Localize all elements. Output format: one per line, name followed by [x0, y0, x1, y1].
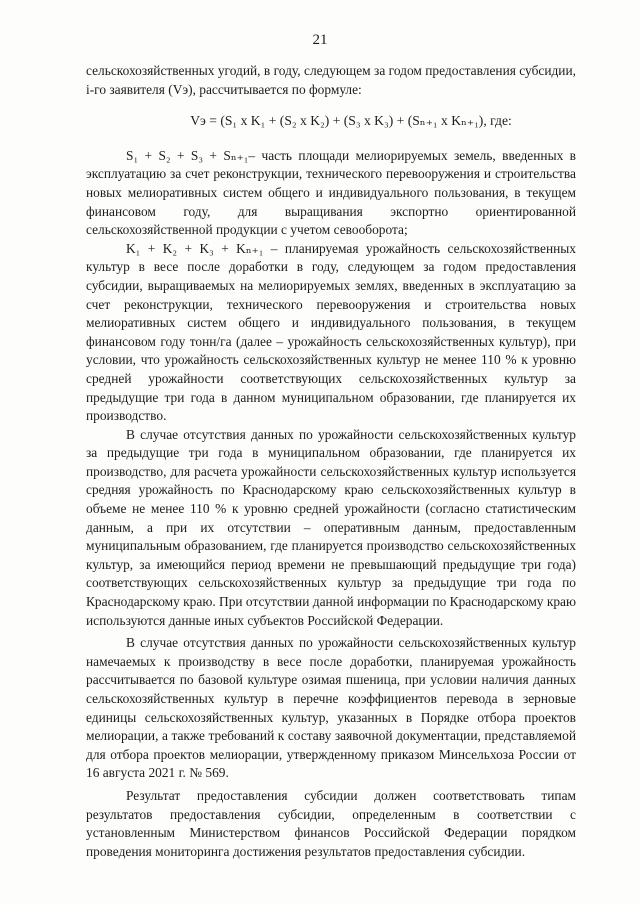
page-number: 21: [312, 32, 328, 48]
paragraph-intro: сельскохозяйственных угодий, в году, следующем за годом предоставления субсидии, i-го заявителя (Vэ), рассчитывается по формуле:: [86, 63, 576, 97]
paragraph-s-definition: S₁ + S₂ + S₃ + Sₙ₊₁– часть площади мелиорируемых земель, введенных в эксплуатацию за счет реконструкции, технического перевооружения и строительства новых мелиоративных систем общего и индивидуального пользования, в текущем финансовом году, для выращивания экспортно ориентированной сельскохозяйственной продукции с учетом севооборота;: [86, 147, 576, 238]
formula: Vэ = (S₁ х K₁ + (S₂ х K₂) + (S₃ х K₃) + (Sₙ₊₁ х Kₙ₊₁), где:: [190, 113, 512, 129]
paragraph-base-crop: В случае отсутствия данных по урожайности сельскохозяйственных культур намечаемых к производству в весе после доработки, планируемая урожайность рассчитывается по базовой культуре озимая пшеница, при условии наличия данных сельскохозяйственных культур в перечне коэффициентов перевода в зерновые единицы сельскохозяйственных культур, указанных в Порядке отбора проектов мелиорации, а также требований к составу заявочной документации, представляемой для отбора проектов мелиорации, утвержденному приказом Минсельхоза России от 16 августа 2021 г. № 569.: [86, 635, 576, 781]
document-body: [86, 62, 576, 861]
paragraph-no-yield-data: В случае отсутствия данных по урожайности сельскохозяйственных культур за предыдущие три года в муниципальном образовании, где планируется их производство, для расчета урожайности сельскохозяйственных культур используется средняя урожайность по Краснодарскому краю сельскохозяйственных культур в объеме не менее 110 % к уровню средней урожайности (согласно статистическим данным, а при их отсутствии – оперативным данным, предоставленным муниципальным образованием, где планируется производство сельскохозяйственных культур, за имеющийся период времени не превышающий предыдущие три года) соответствующих сельскохозяйственных культур за предыдущие три года по Краснодарскому краю. При отсутствии данной информации по Краснодарскому краю используются данные иных субъектов Российской Федерации.: [86, 426, 576, 628]
paragraph-k-definition: K₁ + K₂ + K₃ + Kₙ₊₁ – планируемая урожайность сельскохозяйственных культур в весе после доработки в году, следующем за годом предоставления субсидии, выращиваемых на мелиорируемых землях, введенных в эксплуатацию за счет реконструкции, технического перевооружения и строительства новых мелиоративных систем общего и индивидуального пользования, в текущем финансовом году тонн/га (далее – урожайность сельскохозяйственных культур), при условии, что урожайность сельскохозяйственных культур не менее 110 % к уровню средней урожайности соответствующих сельскохозяйственных культур за предыдущие три года в данном муниципальном образовании, где планируется их производство.: [86, 240, 576, 424]
paragraph-subsidy-result: Результат предоставления субсидии должен соответствовать типам результатов предоставления субсидии, определенным в соответствии с установленным Министерством финансов Российской Федерации порядком проведения мониторинга достижения результатов предоставления субсидии.: [86, 787, 576, 859]
